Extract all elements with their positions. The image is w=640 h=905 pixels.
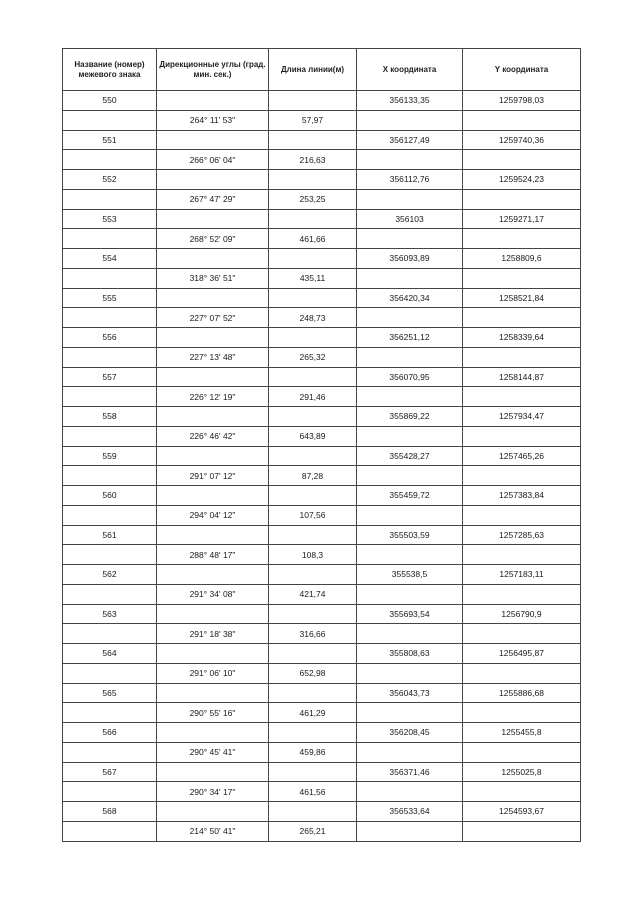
point-name-cell: 567 [63, 762, 157, 782]
y-coordinate-cell: 1255025,8 [463, 762, 581, 782]
segment-row [63, 308, 581, 328]
segment-row [63, 703, 581, 723]
direction-angle-cell: 226° 46' 42" [157, 426, 269, 446]
direction-angle-cell: 318° 36' 51" [157, 268, 269, 288]
empty-cell [463, 624, 581, 644]
empty-cell [357, 229, 463, 249]
direction-angle-cell: 227° 07' 52" [157, 308, 269, 328]
y-coordinate-cell: 1256495,87 [463, 644, 581, 664]
table-body [63, 91, 581, 842]
x-coordinate-cell: 356420,34 [357, 288, 463, 308]
empty-cell [63, 821, 157, 841]
empty-cell [269, 249, 357, 269]
empty-cell [157, 565, 269, 585]
line-length-cell: 57,97 [269, 110, 357, 130]
point-row [63, 446, 581, 466]
empty-cell [157, 209, 269, 229]
point-row [63, 91, 581, 111]
segment-row [63, 584, 581, 604]
direction-angle-cell: 291° 18' 38" [157, 624, 269, 644]
empty-cell [357, 703, 463, 723]
y-coordinate-cell: 1258521,84 [463, 288, 581, 308]
y-coordinate-cell: 1257285,63 [463, 525, 581, 545]
x-coordinate-cell: 355869,22 [357, 407, 463, 427]
direction-angle-cell: 214° 50' 41" [157, 821, 269, 841]
empty-cell [157, 486, 269, 506]
empty-cell [357, 742, 463, 762]
x-coordinate-cell: 356533,64 [357, 802, 463, 822]
empty-cell [463, 387, 581, 407]
empty-cell [269, 565, 357, 585]
line-length-cell: 265,32 [269, 347, 357, 367]
empty-cell [63, 703, 157, 723]
empty-cell [269, 762, 357, 782]
header-point-name: Название (номер) межевого знака [63, 49, 157, 91]
header-x-coordinate: X координата [357, 49, 463, 91]
empty-cell [157, 407, 269, 427]
line-length-cell: 643,89 [269, 426, 357, 446]
empty-cell [157, 604, 269, 624]
empty-cell [269, 130, 357, 150]
point-name-cell: 566 [63, 723, 157, 743]
y-coordinate-cell: 1259271,17 [463, 209, 581, 229]
y-coordinate-cell: 1258339,64 [463, 328, 581, 348]
empty-cell [63, 110, 157, 130]
line-length-cell: 461,56 [269, 782, 357, 802]
point-name-cell: 557 [63, 367, 157, 387]
point-row [63, 683, 581, 703]
empty-cell [269, 723, 357, 743]
segment-row [63, 742, 581, 762]
point-name-cell: 563 [63, 604, 157, 624]
point-row [63, 288, 581, 308]
empty-cell [269, 644, 357, 664]
empty-cell [357, 821, 463, 841]
point-name-cell: 565 [63, 683, 157, 703]
direction-angle-cell: 290° 55' 16" [157, 703, 269, 723]
point-row [63, 723, 581, 743]
empty-cell [157, 446, 269, 466]
y-coordinate-cell: 1255886,68 [463, 683, 581, 703]
segment-row [63, 624, 581, 644]
empty-cell [357, 189, 463, 209]
x-coordinate-cell: 356371,46 [357, 762, 463, 782]
empty-cell [63, 150, 157, 170]
empty-cell [357, 663, 463, 683]
empty-cell [463, 703, 581, 723]
point-name-cell: 556 [63, 328, 157, 348]
empty-cell [157, 683, 269, 703]
empty-cell [463, 584, 581, 604]
empty-cell [63, 347, 157, 367]
empty-cell [269, 407, 357, 427]
point-row [63, 762, 581, 782]
segment-row [63, 229, 581, 249]
segment-row [63, 466, 581, 486]
empty-cell [463, 189, 581, 209]
point-name-cell: 568 [63, 802, 157, 822]
x-coordinate-cell: 356133,35 [357, 91, 463, 111]
empty-cell [463, 663, 581, 683]
point-row [63, 802, 581, 822]
point-name-cell: 550 [63, 91, 157, 111]
empty-cell [357, 150, 463, 170]
empty-cell [463, 505, 581, 525]
point-row [63, 209, 581, 229]
segment-row [63, 347, 581, 367]
empty-cell [157, 525, 269, 545]
direction-angle-cell: 266° 06' 04" [157, 150, 269, 170]
empty-cell [269, 209, 357, 229]
empty-cell [463, 545, 581, 565]
empty-cell [63, 742, 157, 762]
empty-cell [63, 624, 157, 644]
empty-cell [357, 505, 463, 525]
y-coordinate-cell: 1259740,36 [463, 130, 581, 150]
empty-cell [269, 604, 357, 624]
empty-cell [157, 328, 269, 348]
point-row [63, 249, 581, 269]
line-length-cell: 87,28 [269, 466, 357, 486]
x-coordinate-cell: 356208,45 [357, 723, 463, 743]
empty-cell [357, 584, 463, 604]
y-coordinate-cell: 1257183,11 [463, 565, 581, 585]
line-length-cell: 248,73 [269, 308, 357, 328]
empty-cell [157, 802, 269, 822]
empty-cell [63, 782, 157, 802]
line-length-cell: 316,66 [269, 624, 357, 644]
line-length-cell: 652,98 [269, 663, 357, 683]
empty-cell [63, 308, 157, 328]
point-name-cell: 559 [63, 446, 157, 466]
direction-angle-cell: 290° 45' 41" [157, 742, 269, 762]
point-name-cell: 561 [63, 525, 157, 545]
empty-cell [63, 505, 157, 525]
point-name-cell: 554 [63, 249, 157, 269]
direction-angle-cell: 291° 06' 10" [157, 663, 269, 683]
empty-cell [157, 762, 269, 782]
empty-cell [63, 545, 157, 565]
empty-cell [63, 584, 157, 604]
direction-angle-cell: 291° 34' 08" [157, 584, 269, 604]
x-coordinate-cell: 356070,95 [357, 367, 463, 387]
empty-cell [357, 426, 463, 446]
direction-angle-cell: 268° 52' 09" [157, 229, 269, 249]
empty-cell [357, 782, 463, 802]
empty-cell [63, 426, 157, 446]
x-coordinate-cell: 355459,72 [357, 486, 463, 506]
empty-cell [269, 367, 357, 387]
point-row [63, 604, 581, 624]
x-coordinate-cell: 356103 [357, 209, 463, 229]
line-length-cell: 108,3 [269, 545, 357, 565]
segment-row [63, 821, 581, 841]
empty-cell [157, 91, 269, 111]
empty-cell [357, 624, 463, 644]
segment-row [63, 110, 581, 130]
empty-cell [157, 644, 269, 664]
x-coordinate-cell: 355538,5 [357, 565, 463, 585]
x-coordinate-cell: 356093,89 [357, 249, 463, 269]
point-name-cell: 553 [63, 209, 157, 229]
point-row [63, 367, 581, 387]
point-row [63, 486, 581, 506]
segment-row [63, 189, 581, 209]
empty-cell [463, 110, 581, 130]
line-length-cell: 461,29 [269, 703, 357, 723]
empty-cell [357, 268, 463, 288]
line-length-cell: 216,63 [269, 150, 357, 170]
empty-cell [463, 782, 581, 802]
segment-row [63, 150, 581, 170]
direction-angle-cell: 294° 04' 12" [157, 505, 269, 525]
segment-row [63, 426, 581, 446]
empty-cell [157, 170, 269, 190]
point-name-cell: 551 [63, 130, 157, 150]
segment-row [63, 782, 581, 802]
empty-cell [63, 189, 157, 209]
empty-cell [63, 387, 157, 407]
point-name-cell: 564 [63, 644, 157, 664]
header-y-coordinate: Y координата [463, 49, 581, 91]
x-coordinate-cell: 355503,59 [357, 525, 463, 545]
empty-cell [357, 466, 463, 486]
empty-cell [357, 110, 463, 130]
direction-angle-cell: 291° 07' 12" [157, 466, 269, 486]
x-coordinate-cell: 356112,76 [357, 170, 463, 190]
empty-cell [63, 229, 157, 249]
point-name-cell: 558 [63, 407, 157, 427]
empty-cell [269, 288, 357, 308]
y-coordinate-cell: 1257383,84 [463, 486, 581, 506]
point-name-cell: 555 [63, 288, 157, 308]
header-line-length: Длина линии(м) [269, 49, 357, 91]
header-row [63, 49, 581, 91]
header-direction-angle: Дирекционные углы (град. мин. сек.) [157, 49, 269, 91]
line-length-cell: 107,56 [269, 505, 357, 525]
empty-cell [269, 525, 357, 545]
point-row [63, 565, 581, 585]
empty-cell [463, 268, 581, 288]
empty-cell [357, 387, 463, 407]
line-length-cell: 435,11 [269, 268, 357, 288]
direction-angle-cell: 264° 11' 53" [157, 110, 269, 130]
x-coordinate-cell: 356043,73 [357, 683, 463, 703]
x-coordinate-cell: 355428,27 [357, 446, 463, 466]
line-length-cell: 459,86 [269, 742, 357, 762]
coordinates-table [62, 48, 581, 842]
empty-cell [157, 130, 269, 150]
empty-cell [463, 426, 581, 446]
line-length-cell: 461,66 [269, 229, 357, 249]
empty-cell [157, 249, 269, 269]
direction-angle-cell: 288° 48' 17" [157, 545, 269, 565]
empty-cell [269, 486, 357, 506]
empty-cell [463, 229, 581, 249]
point-row [63, 407, 581, 427]
empty-cell [357, 308, 463, 328]
direction-angle-cell: 226° 12' 19" [157, 387, 269, 407]
empty-cell [357, 545, 463, 565]
x-coordinate-cell: 355693,54 [357, 604, 463, 624]
empty-cell [269, 328, 357, 348]
segment-row [63, 505, 581, 525]
empty-cell [157, 723, 269, 743]
y-coordinate-cell: 1258144,87 [463, 367, 581, 387]
line-length-cell: 421,74 [269, 584, 357, 604]
segment-row [63, 545, 581, 565]
empty-cell [269, 91, 357, 111]
empty-cell [269, 683, 357, 703]
empty-cell [63, 466, 157, 486]
point-name-cell: 552 [63, 170, 157, 190]
empty-cell [157, 367, 269, 387]
empty-cell [269, 802, 357, 822]
line-length-cell: 253,25 [269, 189, 357, 209]
point-row [63, 525, 581, 545]
point-row [63, 130, 581, 150]
empty-cell [63, 663, 157, 683]
direction-angle-cell: 227° 13' 48" [157, 347, 269, 367]
direction-angle-cell: 267° 47' 29" [157, 189, 269, 209]
empty-cell [463, 742, 581, 762]
empty-cell [357, 347, 463, 367]
point-row [63, 170, 581, 190]
line-length-cell: 265,21 [269, 821, 357, 841]
segment-row [63, 268, 581, 288]
y-coordinate-cell: 1259524,23 [463, 170, 581, 190]
x-coordinate-cell: 355808,63 [357, 644, 463, 664]
empty-cell [463, 308, 581, 328]
point-row [63, 328, 581, 348]
y-coordinate-cell: 1254593,67 [463, 802, 581, 822]
segment-row [63, 663, 581, 683]
direction-angle-cell: 290° 34' 17" [157, 782, 269, 802]
point-name-cell: 562 [63, 565, 157, 585]
y-coordinate-cell: 1259798,03 [463, 91, 581, 111]
y-coordinate-cell: 1258809,6 [463, 249, 581, 269]
line-length-cell: 291,46 [269, 387, 357, 407]
empty-cell [463, 150, 581, 170]
y-coordinate-cell: 1257465,26 [463, 446, 581, 466]
empty-cell [157, 288, 269, 308]
point-name-cell: 560 [63, 486, 157, 506]
empty-cell [463, 821, 581, 841]
empty-cell [269, 446, 357, 466]
point-row [63, 644, 581, 664]
empty-cell [463, 466, 581, 486]
empty-cell [63, 268, 157, 288]
y-coordinate-cell: 1257934,47 [463, 407, 581, 427]
empty-cell [463, 347, 581, 367]
empty-cell [269, 170, 357, 190]
y-coordinate-cell: 1255455,8 [463, 723, 581, 743]
x-coordinate-cell: 356127,49 [357, 130, 463, 150]
segment-row [63, 387, 581, 407]
x-coordinate-cell: 356251,12 [357, 328, 463, 348]
y-coordinate-cell: 1256790,9 [463, 604, 581, 624]
